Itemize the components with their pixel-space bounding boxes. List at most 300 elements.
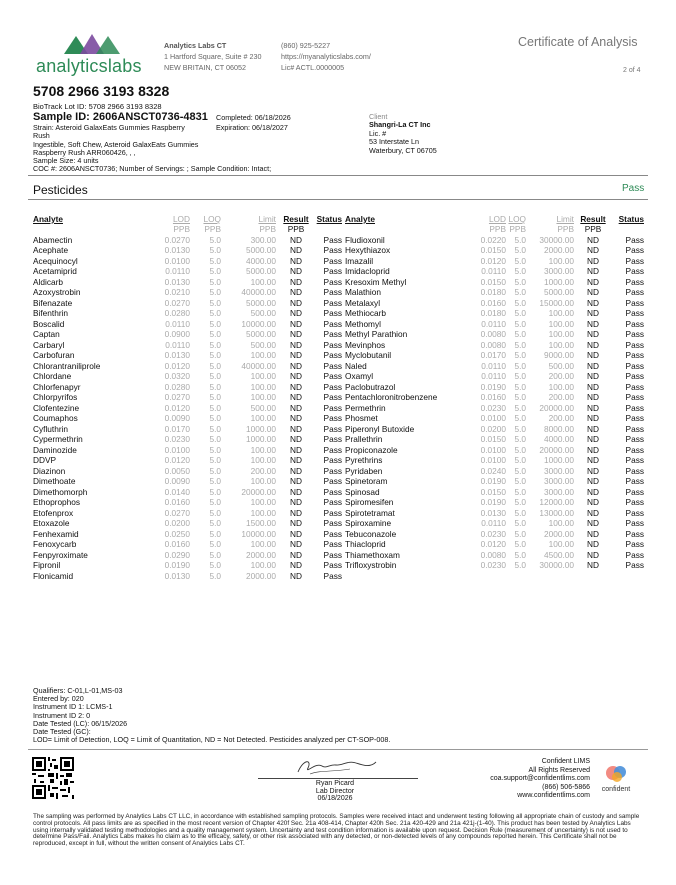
status-value: Pass — [323, 570, 342, 581]
table-row — [345, 560, 644, 571]
loq-value: 5.0 — [209, 570, 221, 581]
lod-value: 0.0160 — [480, 392, 506, 402]
table-row — [33, 319, 342, 330]
table-row — [33, 361, 342, 372]
limit-value: 20000.00 — [539, 444, 574, 455]
status-value: Pass — [323, 528, 342, 539]
table-row — [33, 413, 342, 424]
unit-label: PPB — [259, 224, 276, 234]
limit-value: 100.00 — [250, 455, 276, 465]
analyte-name: Methyl Parathion — [345, 329, 408, 339]
col-header-analyte: Analyte — [345, 214, 375, 224]
pesticide-table-left — [33, 214, 342, 581]
result-value: ND — [290, 444, 302, 455]
result-value: ND — [290, 465, 302, 476]
loq-value: 5.0 — [209, 266, 221, 276]
loq-value: 5.0 — [514, 297, 526, 308]
unit-label: PPB — [509, 224, 526, 234]
table-row — [345, 319, 644, 330]
table-row — [33, 455, 342, 466]
lod-value: 0.0270 — [164, 234, 190, 245]
result-value: ND — [290, 339, 302, 350]
confident-website[interactable]: www.confidentlims.com — [517, 792, 590, 799]
confident-email[interactable]: coa.support@confidentlims.com — [490, 775, 590, 782]
loq-value: 5.0 — [209, 318, 221, 329]
document-title: Certificate of Analysis — [518, 35, 638, 49]
loq-value: 5.0 — [209, 497, 221, 507]
confident-logo-text: confident — [601, 786, 631, 793]
result-value: ND — [587, 308, 599, 318]
status-value: Pass — [323, 245, 342, 255]
limit-value: 10000.00 — [241, 318, 276, 329]
lod-value: 0.0160 — [164, 539, 190, 549]
result-value: ND — [587, 266, 599, 276]
loq-value: 5.0 — [209, 507, 221, 518]
lod-value: 0.0230 — [480, 402, 506, 413]
lod-value: 0.0250 — [164, 528, 190, 539]
status-value: Pass — [323, 318, 342, 329]
confident-circles-icon — [596, 763, 636, 785]
limit-value: 4000.00 — [246, 255, 276, 266]
analyte-name: Mevinphos — [345, 339, 386, 350]
confident-logo — [596, 763, 636, 797]
unit-label: PPB — [584, 224, 602, 234]
analyte-name: Pyrethrins — [345, 455, 383, 465]
analyte-name: Spinosad — [345, 486, 380, 497]
loq-value: 5.0 — [209, 350, 221, 360]
loq-value: 5.0 — [209, 255, 221, 266]
result-value: ND — [587, 465, 599, 476]
result-value: ND — [290, 528, 302, 539]
lod-value: 0.0160 — [480, 297, 506, 308]
section-divider — [28, 199, 648, 200]
lod-value: 0.0180 — [480, 308, 506, 318]
analyte-name: Bifenazate — [33, 297, 73, 308]
biotrack-lot-id: BioTrack Lot ID: 5708 2966 3193 8328 — [33, 102, 162, 111]
loq-value: 5.0 — [209, 528, 221, 539]
lod-value: 0.0090 — [164, 413, 190, 423]
lod-value: 0.0130 — [164, 570, 190, 581]
lod-value: 0.0150 — [480, 276, 506, 287]
lod-value: 0.0130 — [164, 276, 190, 287]
limit-value: 100.00 — [250, 371, 276, 381]
result-value: ND — [290, 476, 302, 486]
analyte-name: Trifloxystrobin — [345, 560, 397, 570]
status-value: Pass — [625, 392, 644, 402]
table-row — [345, 371, 644, 382]
qualifier-line: Qualifiers: C-01,L-01,MS-03 — [33, 686, 123, 695]
limit-value: 3000.00 — [544, 476, 574, 486]
lab-phone: (860) 925-5227 — [281, 41, 331, 50]
strain-line: Ingestible, Soft Chew, Asteroid GalaxEats Gummies — [33, 139, 199, 149]
signer-block — [300, 780, 370, 803]
status-value: Pass — [323, 497, 342, 507]
table-row — [33, 350, 342, 361]
lod-value: 0.0100 — [480, 444, 506, 455]
loq-value: 5.0 — [514, 434, 526, 444]
qualifier-line: Instrument ID 1: LCMS-1 — [33, 702, 113, 712]
loq-value: 5.0 — [209, 392, 221, 402]
table-row — [345, 340, 644, 351]
col-header-loq: LOQ — [203, 214, 221, 224]
limit-value: 300.00 — [250, 234, 276, 245]
lod-value: 0.0110 — [481, 371, 506, 381]
table-row — [33, 518, 342, 529]
analyte-name: Chlorfenapyr — [33, 381, 81, 392]
limit-value: 20000.00 — [539, 402, 574, 413]
result-value: ND — [587, 528, 599, 539]
analyte-name: Cypermethrin — [33, 434, 83, 444]
lod-value: 0.0230 — [480, 528, 506, 539]
result-value: ND — [290, 486, 302, 497]
status-value: Pass — [625, 371, 644, 381]
status-value: Pass — [625, 413, 644, 423]
analyte-name: Oxamyl — [345, 371, 374, 381]
analyte-name: Azoxystrobin — [33, 287, 81, 297]
analyte-name: Boscalid — [33, 318, 65, 329]
loq-value: 5.0 — [209, 455, 221, 465]
col-header-loq: LOQ — [508, 214, 526, 224]
sample-details — [33, 157, 271, 174]
limit-value: 100.00 — [250, 392, 276, 402]
table-row — [33, 382, 342, 393]
lod-value: 0.0080 — [480, 329, 506, 339]
result-value: ND — [587, 318, 599, 329]
analyte-name: Pentachloronitrobenzene — [345, 392, 438, 402]
status-value: Pass — [323, 486, 342, 497]
completed-date: Completed: 06/18/2026 — [216, 113, 291, 122]
analyte-name: Dimethomorph — [33, 486, 88, 497]
result-value: ND — [587, 329, 599, 339]
table-row — [33, 434, 342, 445]
qualifier-line: Date Tested (GC): — [33, 727, 91, 737]
unit-label: PPB — [204, 224, 221, 234]
loq-value: 5.0 — [209, 234, 221, 245]
limit-value: 1000.00 — [246, 434, 276, 444]
loq-value: 5.0 — [514, 560, 526, 570]
result-value: ND — [587, 360, 599, 371]
lod-value: 0.0120 — [480, 539, 506, 549]
loq-value: 5.0 — [514, 234, 526, 245]
status-value: Pass — [323, 402, 342, 413]
table-row — [345, 497, 644, 508]
result-value: ND — [290, 381, 302, 392]
qualifier-line: LOD= Limit of Detection, LOQ = Limit of Quantitation, ND = Not Detected. Pesticides analyzed per CT-SOP-008. — [33, 735, 391, 745]
analyte-name: Chlorantraniliprole — [33, 360, 101, 371]
limit-value: 100.00 — [548, 518, 574, 528]
lod-value: 0.0090 — [164, 476, 190, 486]
lod-value: 0.0320 — [164, 371, 190, 381]
lab-license: Lic# ACTL.0000005 — [281, 63, 345, 72]
loq-value: 5.0 — [514, 287, 526, 297]
loq-value: 5.0 — [514, 371, 526, 381]
loq-value: 5.0 — [514, 318, 526, 329]
result-value: ND — [587, 413, 599, 423]
limit-value: 10000.00 — [241, 528, 276, 539]
lod-value: 0.0110 — [481, 518, 506, 528]
table-row — [345, 476, 644, 487]
limit-value: 20000.00 — [241, 486, 276, 497]
expiration-date: Expiration: 06/18/2027 — [216, 123, 288, 132]
result-value: ND — [587, 339, 599, 350]
table-row — [345, 392, 644, 403]
table-row — [33, 560, 342, 571]
loq-value: 5.0 — [514, 539, 526, 549]
lod-value: 0.0270 — [164, 297, 190, 308]
table-row — [345, 329, 644, 340]
limit-value: 8000.00 — [544, 423, 574, 434]
status-value: Pass — [625, 507, 644, 518]
result-value: ND — [290, 497, 302, 507]
analyte-name: Diazinon — [33, 465, 66, 476]
table-row — [345, 308, 644, 319]
limit-value: 15000.00 — [539, 297, 574, 308]
lod-value: 0.0110 — [481, 266, 506, 276]
analyte-name: Metalaxyl — [345, 297, 381, 308]
col-header-lod: LOD — [172, 214, 190, 224]
result-value: ND — [290, 255, 302, 266]
qualifier-line: Entered by: 020 — [33, 694, 84, 704]
analyte-name: Thiacloprid — [345, 539, 386, 549]
result-value: ND — [290, 276, 302, 287]
status-value: Pass — [323, 266, 342, 276]
client-city: Waterbury, CT 06705 — [369, 145, 437, 155]
lod-value: 0.0230 — [164, 434, 190, 444]
table-row — [33, 508, 342, 519]
result-value: ND — [587, 234, 599, 245]
signature-image — [290, 756, 380, 778]
table-row — [33, 497, 342, 508]
table-row — [345, 403, 644, 414]
loq-value: 5.0 — [514, 381, 526, 392]
lab-name: Analytics Labs CT — [164, 41, 227, 50]
result-value: ND — [587, 507, 599, 518]
status-value: Pass — [625, 287, 644, 297]
loq-value: 5.0 — [514, 392, 526, 402]
limit-value: 100.00 — [250, 497, 276, 507]
section-title: Pesticides — [33, 183, 88, 197]
analyte-name: Methomyl — [345, 318, 381, 329]
loq-value: 5.0 — [209, 339, 221, 350]
col-header-analyte: Analyte — [33, 214, 63, 224]
loq-value: 5.0 — [514, 455, 526, 465]
status-value: Pass — [625, 560, 644, 570]
status-value: Pass — [323, 308, 342, 318]
col-header-lod: LOD — [488, 214, 506, 224]
status-value: Pass — [323, 234, 342, 245]
loq-value: 5.0 — [209, 287, 221, 297]
status-value: Pass — [323, 507, 342, 518]
pesticide-table-right — [345, 214, 644, 571]
result-value: ND — [290, 507, 302, 518]
qualifier-line: Date Tested (LC): 06/15/2026 — [33, 718, 128, 728]
lod-value: 0.0130 — [480, 507, 506, 518]
result-value: ND — [290, 560, 302, 570]
lod-value: 0.0100 — [480, 413, 506, 423]
loq-value: 5.0 — [209, 444, 221, 455]
strain-line: Raspberry Rush ARR060426, , , — [33, 147, 136, 157]
strain-line: Strain: Asteroid GalaxEats Gummies Raspberry — [33, 123, 185, 132]
analyte-name: Spirotetramat — [345, 507, 395, 518]
analyte-name: Pyridaben — [345, 465, 383, 476]
result-value: ND — [290, 434, 302, 444]
limit-value: 2000.00 — [544, 528, 574, 539]
status-value: Pass — [625, 549, 644, 560]
limit-value: 4500.00 — [544, 549, 574, 560]
limit-value: 100.00 — [250, 350, 276, 360]
lod-value: 0.0100 — [164, 255, 190, 266]
footer-divider — [28, 749, 648, 750]
status-value: Pass — [323, 539, 342, 549]
limit-value: 40000.00 — [241, 287, 276, 297]
limit-value: 100.00 — [250, 507, 276, 518]
loq-value: 5.0 — [209, 381, 221, 392]
limit-value: 4000.00 — [544, 434, 574, 444]
lod-value: 0.0080 — [480, 549, 506, 560]
loq-value: 5.0 — [514, 308, 526, 318]
status-value: Pass — [625, 276, 644, 287]
lod-value: 0.0190 — [480, 381, 506, 392]
loq-value: 5.0 — [514, 266, 526, 276]
analyte-name: Fludioxonil — [345, 234, 385, 245]
table-row — [345, 434, 644, 445]
table-row — [345, 235, 644, 246]
table-row — [33, 539, 342, 550]
analyte-name: Propiconazole — [345, 444, 398, 455]
limit-value: 5000.00 — [246, 329, 276, 339]
status-value: Pass — [625, 423, 644, 434]
status-value: Pass — [625, 360, 644, 371]
status-value: Pass — [625, 528, 644, 539]
table-row — [345, 266, 644, 277]
status-value: Pass — [625, 518, 644, 528]
table-row — [33, 371, 342, 382]
table-row — [345, 508, 644, 519]
sample-dates — [216, 113, 291, 133]
result-value: ND — [290, 549, 302, 560]
limit-value: 1000.00 — [246, 423, 276, 434]
limit-value: 100.00 — [548, 539, 574, 549]
table-row — [345, 518, 644, 529]
result-value: ND — [587, 497, 599, 507]
table-row — [345, 361, 644, 372]
limit-value: 500.00 — [548, 360, 574, 371]
analyte-name: Carbofuran — [33, 350, 75, 360]
limit-value: 100.00 — [548, 318, 574, 329]
table-row — [33, 266, 342, 277]
status-value: Pass — [323, 413, 342, 423]
analyte-name: Acequinocyl — [33, 255, 78, 266]
limit-value: 200.00 — [548, 413, 574, 423]
result-value: ND — [290, 570, 302, 581]
result-value: ND — [587, 539, 599, 549]
lod-value: 0.0130 — [164, 245, 190, 255]
analyte-name: Carbaryl — [33, 339, 65, 350]
table-row — [33, 235, 342, 246]
status-value: Pass — [625, 539, 644, 549]
status-value: Pass — [625, 245, 644, 255]
limit-value: 2000.00 — [544, 245, 574, 255]
strain-line: Rush — [33, 131, 50, 141]
analyte-name: Ethoprophos — [33, 497, 81, 507]
limit-value: 30000.00 — [539, 560, 574, 570]
lod-value: 0.0270 — [164, 507, 190, 518]
qr-code-icon[interactable] — [32, 757, 74, 799]
strain-info — [33, 124, 223, 157]
loq-value: 5.0 — [514, 476, 526, 486]
unit-label: PPB — [557, 224, 574, 234]
status-value: Pass — [625, 329, 644, 339]
analyte-name: Phosmet — [345, 413, 378, 423]
status-value: Pass — [323, 287, 342, 297]
status-value: Pass — [323, 549, 342, 560]
status-value: Pass — [625, 308, 644, 318]
analyte-name: Spiroxamine — [345, 518, 392, 528]
table-row — [33, 445, 342, 456]
limit-value: 100.00 — [250, 444, 276, 455]
table-row — [345, 455, 644, 466]
lod-value: 0.0150 — [480, 434, 506, 444]
unit-label: PPB — [287, 224, 305, 234]
lod-value: 0.0110 — [481, 360, 506, 371]
loq-value: 5.0 — [514, 423, 526, 434]
analyte-name: Imidacloprid — [345, 266, 390, 276]
logo-text: analyticslabs — [36, 56, 142, 76]
analyte-name: Captan — [33, 329, 60, 339]
analyte-name: Fipronil — [33, 560, 61, 570]
limit-value: 5000.00 — [246, 297, 276, 308]
limit-value: 3000.00 — [544, 465, 574, 476]
analyte-name: Methiocarb — [345, 308, 387, 318]
analyte-name: Tebuconazole — [345, 528, 397, 539]
status-value: Pass — [323, 560, 342, 570]
table-row — [33, 466, 342, 477]
analyte-name: Thiamethoxam — [345, 549, 400, 560]
status-value: Pass — [323, 518, 342, 528]
table-row — [345, 550, 644, 561]
result-value: ND — [587, 486, 599, 497]
unit-label: PPB — [173, 224, 190, 234]
limit-value: 200.00 — [548, 392, 574, 402]
analyte-name: Prallethrin — [345, 434, 383, 444]
loq-value: 5.0 — [209, 413, 221, 423]
loq-value: 5.0 — [209, 539, 221, 549]
status-value: Pass — [625, 486, 644, 497]
table-row — [33, 487, 342, 498]
table-row — [345, 424, 644, 435]
status-value: Pass — [625, 350, 644, 360]
loq-value: 5.0 — [514, 329, 526, 339]
analyte-name: Permethrin — [345, 402, 386, 413]
table-row — [33, 308, 342, 319]
analyte-name: Clofentezine — [33, 402, 80, 413]
col-header-status: Status — [316, 214, 342, 224]
lod-value: 0.0190 — [164, 560, 190, 570]
loq-value: 5.0 — [514, 486, 526, 497]
status-value: Pass — [323, 465, 342, 476]
analyte-name: Kresoxim Methyl — [345, 276, 407, 287]
result-value: ND — [587, 392, 599, 402]
lab-address-line2: NEW BRITAIN, CT 06052 — [164, 63, 247, 72]
lab-website[interactable]: https://myanalyticslabs.com/ — [281, 52, 371, 61]
analyte-name: Spinetoram — [345, 476, 388, 486]
table-row — [33, 245, 342, 256]
result-value: ND — [290, 539, 302, 549]
table-row — [33, 476, 342, 487]
analyticslabs-logo — [36, 30, 152, 78]
result-value: ND — [290, 350, 302, 360]
lod-value: 0.0120 — [480, 255, 506, 266]
